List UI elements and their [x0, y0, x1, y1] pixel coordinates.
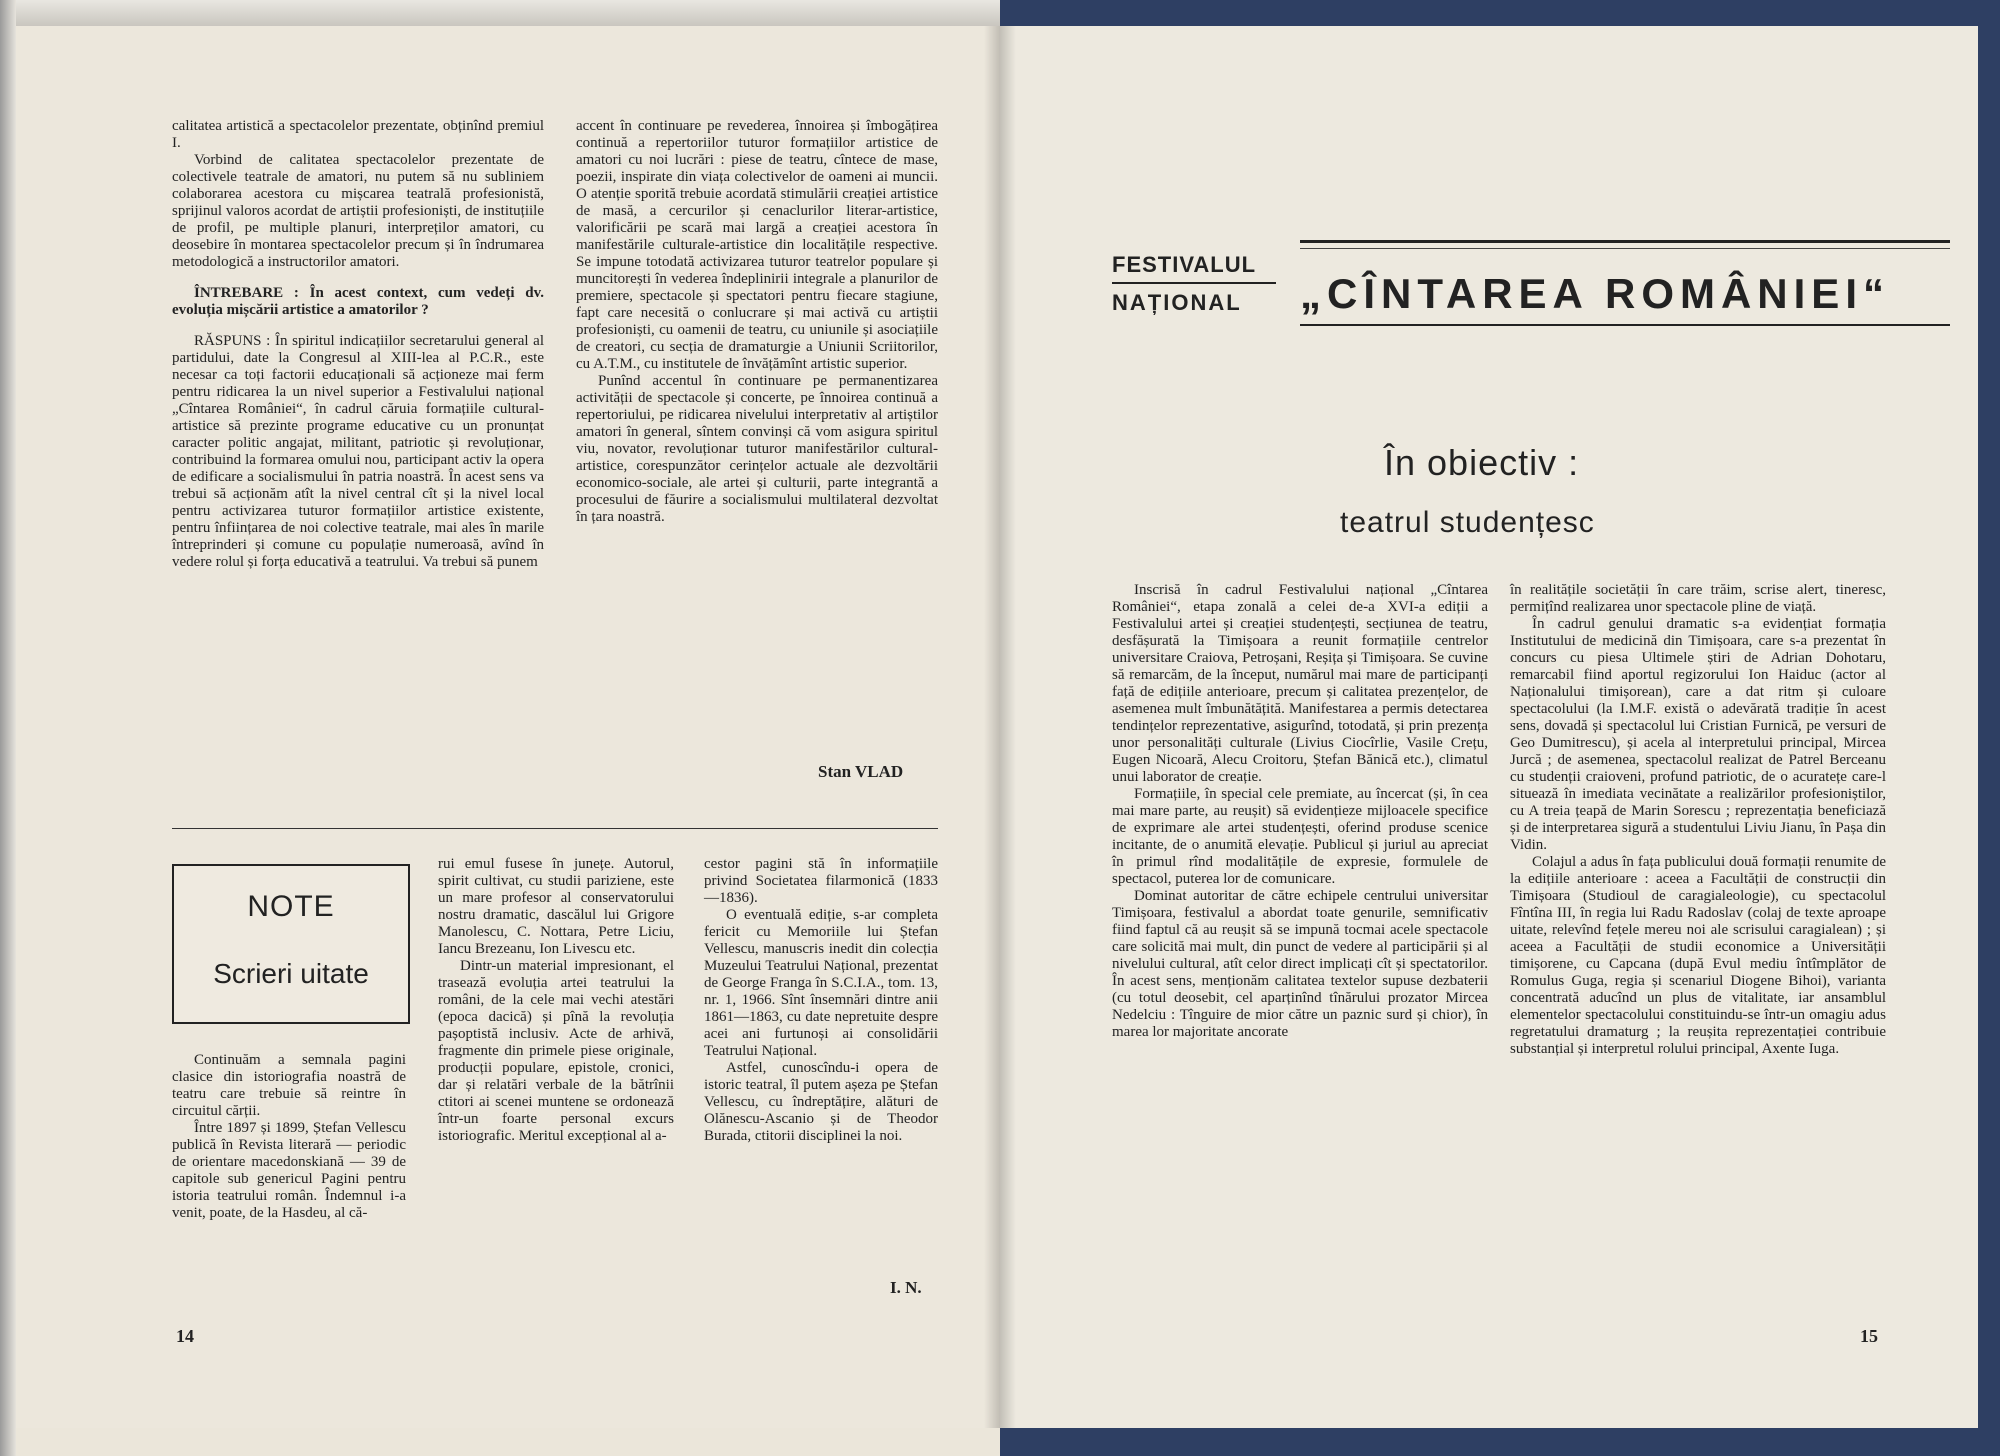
note-column-2	[438, 856, 674, 1145]
answer-paragraph: RĂSPUNS : În spiritul indicațiilor secretarului general al partidului, date la Congresul al XIII-lea al P.C.R., este necesar ca toți factorii educaționali să acționeze mai ferm pentru ridicarea la un nivel superior a Festivalului național „Cîntarea României“, în cadrul căruia formațiile cultural-artistice să prezinte programe educative cu un pronunțat caracter politic angajat, militant, patriotic și revoluționar, contribuind la formarea omului nou, participant activ la opera de edificare a socialismului în patria noastră. În acest sens va trebui să acționăm atît la nivel central cît și la nivel local pentru activizarea tuturor formațiilor artistice existente, pentru înființarea de noi colective teatrale, mai ales în marile întreprinderi și comune cu populație numeroasă, avînd în vedere rolul și forța educativă a teatrului. Va trebui să punem	[172, 333, 544, 570]
book-cover-top	[0, 0, 2000, 26]
paragraph: Continuăm a semnala pagini clasice din istoriografia noastră de teatru care trebuie să reintre în circuitul cărții.	[172, 1052, 406, 1119]
paragraph: Inscrisă în cadrul Festivalului național „Cîntarea României“, etapa zonală a celei de-a XVI-a ediții a Festivalului artei și creației studențești, secțiunea de teatru, desfășurată la Timișoara a reunit formațiile centrelor universitare Craiova, Petroșani, Reșița și Timișoara. Se cuvine să remarcăm, de la început, numărul mai mare de participanți față de edițiile anterioare, precum și calitatea prezențelor, de asemenea mult îmbunătățită. Manifestarea a permis detectarea tendințelor reprezentative, asigurînd, totodată, și prin prezența unor personalități culturale (Livius Ciocîrlie, Vasile Crețu, Eugen Nicoară, Alecu Croitoru, Ștefan Bănică etc.), climatul unui laborator de creație.	[1112, 582, 1488, 785]
page-gutter	[984, 26, 1016, 1428]
paragraph: Formațiile, în special cele premiate, au încercat (și, în cea mai mare parte, au reușit) să evidențieze mijloacele specifice de exprimare ale artei studențești, oferind produse scenice incitante, de o anumită elevație. Publicul și juriul au apreciat în primul rînd modalitățile de expresie, formulele de spectacol, puterea lor de comunicare.	[1112, 786, 1488, 887]
festival-title: „CÎNTAREA ROMÂNIEI“	[1300, 270, 1890, 317]
section-divider	[172, 828, 938, 829]
note-subtitle: Scrieri uitate	[213, 958, 369, 989]
paragraph: Colajul a adus în fața publicului două formații renumite de la edițiile anterioare : aceea a Facultății de construcții din Timișoara (Studioul de caragialeologie), cu spectacolul Fîntîna III, în regia lui Radu Radoslav (colaj de texte aproape uitate, relevînd fețele mereu noi ale scrisului caragialean) ; și aceea a Facultății de studii economice a Universității timișorene, cu Capcana (după Evul mediu întîmplător de Romulus Guga, regia și scenariul Diogene Bihoi), varianta concentrată aducînd un plus de vitalitate, iar ansamblul elementelor spectacolului constituindu-se într-un omagiu adus regretatului dramaturg ; la reușita reprezentației contribuie substanțial și interpretul rolului principal, Axente Iuga.	[1510, 854, 1886, 1057]
paragraph: accent în continuare pe revederea, înnoirea și îmbogățirea continuă a repertoriilor tuturor formațiilor artistice de amatori cu noi lucrări : piese de teatru, cîntece de mase, poezii, inspirate din viața colectivelor de oameni ai muncii. O atenție sporită trebuie acordată stimulării creației artistice de masă, a cercurilor și cenaclurilor literar-artistice, valorificării pe scară mai largă a creației acestora în manifestările culturale-artistice din localitățile respective. Se impune totodată activizarea tuturor teatrelor populare și muncitorești în vederea îndeplinirii integrale a planurilor de premiere, spectacole și spectatori pentru fiecare stagiune, fapt care necesită o conlucrare și mai activă cu artiștii profesioniști, cu oamenii de teatru, cu uniunile și asociațiile de creatori, cu secția de dramaturgie a Uniunii Scriitorilor, cu A.T.M., cu institutele de învățămînt artistic superior.	[576, 118, 938, 372]
book-cover-right	[1978, 0, 2000, 1456]
title-rule-bottom	[1300, 324, 1950, 326]
paragraph: Vorbind de calitatea spectacolelor prezentate de colectivele teatrale de amatori, nu putem să nu subliniem colaborarea acestora cu mișcarea teatrală profesionistă, sprijinul valoros acordat de artiștii profesioniști, de instituțiile de profil, pe multiple planuri, interpreților amatori, cu deosebire în montarea spectacolelor precum și în îndrumarea metodologică a instructorilor amatori.	[172, 152, 544, 270]
note-title-box	[172, 864, 410, 1024]
note-title: NOTE	[247, 890, 335, 923]
right-article-column-2	[1510, 582, 1886, 1058]
left-article-column-1	[172, 118, 544, 571]
question-paragraph: ÎNTREBARE : În acest context, cum vedeți dv. evoluția mișcării artistice a amatorilor ?	[172, 285, 544, 318]
paragraph: O eventuală ediție, s-ar completa fericit cu Memoriile lui Ștefan Vellescu, manuscris inedit din colecția Muzeului Teatrului Național, prezentat de George Franga în S.C.I.A., tom. 13, nr. 1, 1966. Sînt însemnări dintre anii 1861—1863, cu date nepretuite despre acei ani furtunoși ai consolidării Teatrului Național.	[704, 907, 938, 1059]
paragraph: Punînd accentul în continuare pe permanentizarea activității de spectacole și concerte, pe înnoirea continuă a repertoriului, pe ridicarea nivelului interpretativ al artiștilor amatori în general, sîntem convinși că vom asigura spiritul viu, novator, revoluționar tuturor manifestărilor cultural-artistice, corespunzător cerințelor actuale ale dezvoltării economico-sociale, ale artei și culturii, parte integrantă a procesului de făurire a socialismului multilateral dezvoltat în țara noastră.	[576, 373, 938, 525]
section-heading: În obiectiv :	[1384, 442, 1580, 483]
title-rule-top	[1300, 240, 1950, 243]
title-rule-top-2	[1300, 248, 1950, 249]
book-cover-bottom	[1000, 1428, 1980, 1456]
paragraph: rui emul fusese în junețe. Autorul, spirit cultivat, cu studii pariziene, este un mare profesor al conservatorului nostru dramatic, dascălul lui Grigore Manolescu, C. Nottara, Petre Liciu, Iancu Brezeanu, Ion Livescu etc.	[438, 856, 674, 957]
page-number-left: 14	[176, 1326, 194, 1346]
paragraph: Dominat autoritar de către echipele centrului universitar Timișoara, festivalul a abordat toate genurile, semnificativ fiind faptul că au reușit să se impună tocmai acele spectacole care solicită mai mult, din punct de vedere al participării și al nivelului cultural, atît celor direct implicați cît și spectatorilor. În acest sens, menționăm calitatea textelor supuse dezbaterii (cu totul deosebit, cel aparținînd tînărului prozator Mircea Nedelciu : Tînguire de mior către un paznic surd și chior), în marea lor majoritate ancorate	[1112, 888, 1488, 1040]
festival-label-rule	[1112, 282, 1276, 284]
right-article-column-1	[1112, 582, 1488, 1041]
festival-label-line-2: NAȚIONAL	[1112, 290, 1242, 315]
page-number-right: 15	[1860, 1326, 1878, 1346]
article-signature: Stan VLAD	[818, 762, 904, 781]
paragraph: În cadrul genului dramatic s-a evidențiat formația Institutului de medicină din Timișoara, care s-a prezentat în concurs cu piesa Ultimele știri de Adrian Dohotaru, remarcabil fiind aportul regizorului Ion Haiduc (actor al Naționalului timișorean), care a dat ritm și culoare spectacolului (la I.M.F. există o adevărată tradiție în acest sens, dovadă și spectacolul lui Cristian Furnică, pe versuri de Geo Dumitrescu), și acela al interpretului principal, Mircea Jurcă ; de asemenea, spectacolul realizat de Patrel Berceanu cu studenții craioveni, profund patriotic, de o acuratețe care-l situează în imediata vecinătate a realizărilor profesioniștilor, cu A treia țeapă de Marin Sorescu ; reprezentația beneficiază și de interpretarea sigură a studentului Liviu Jianu, în Pașa din Vidin.	[1510, 616, 1886, 853]
section-subheading: teatrul studențesc	[1340, 506, 1595, 539]
paragraph: cestor pagini stă în informațiile privind Societatea filarmonică (1833—1836).	[704, 856, 938, 906]
festival-label-line-1: FESTIVALUL	[1112, 252, 1257, 277]
paragraph: Astfel, cunoscîndu-i opera de istoric teatral, îl putem așeza pe Ștefan Vellescu, cu îndreptățire, alături de Olănescu-Ascanio și de Theodor Burada, ctitorii disciplinei la noi.	[704, 1060, 938, 1144]
book-cover-left	[0, 0, 16, 1456]
left-article-column-2	[576, 118, 938, 526]
note-column-1	[172, 1052, 406, 1222]
paragraph: Dintr-un material impresionant, el trasează evoluția artei teatrului la români, de la cele mai vechi atestări (epoca dacică) și pînă la revoluția pașoptistă inclusiv. Acte de arhivă, fragmente din primele piese originale, producții populare, epistole, cronici, dar și relatări verbale de la bătrînii ctitori ai scenei muntene se ordonează într-un foarte personal excurs istoriografic. Meritul excepțional al a-	[438, 958, 674, 1144]
paragraph: Între 1897 și 1899, Ștefan Vellescu publică în Revista literară — periodic de orientare macedonskiană — 39 de capitole sub genericul Pagini pentru istoria teatrului român. Îndemnul i-a venit, poate, de la Hasdeu, al că-	[172, 1120, 406, 1221]
paragraph: calitatea artistică a spectacolelor prezentate, obținînd premiul I.	[172, 118, 544, 151]
paragraph: în realitățile societății în care trăim, scrise alert, tineresc, permițînd realizarea unor spectacole pline de viață.	[1510, 582, 1886, 615]
note-signature: I. N.	[890, 1278, 922, 1297]
note-column-3	[704, 856, 938, 1145]
